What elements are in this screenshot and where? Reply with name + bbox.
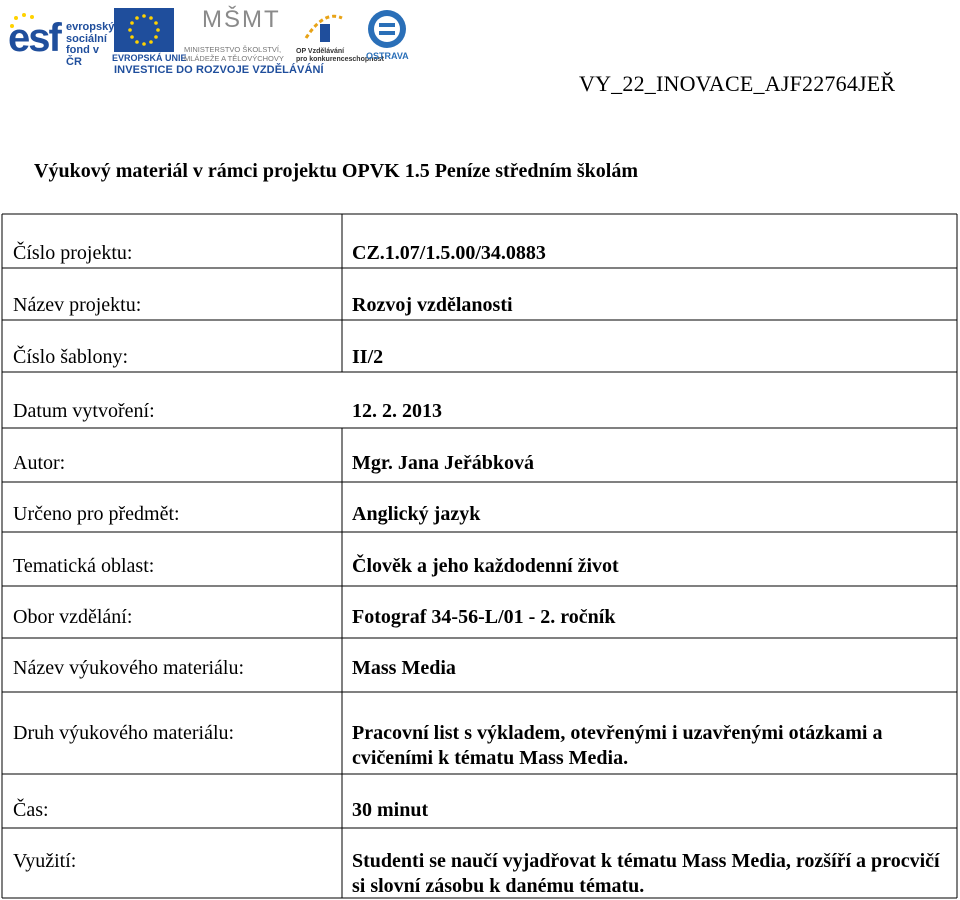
label-subject: Určeno pro předmět:	[13, 503, 180, 525]
value-date-created: 12. 2. 2013	[352, 400, 442, 422]
label-author: Autor:	[13, 452, 66, 474]
value-subject: Anglický jazyk	[352, 503, 481, 525]
value-field-of-study: Fotograf 34-56-L/01 - 2. ročník	[352, 606, 616, 628]
label-date-created: Datum vytvoření:	[13, 400, 155, 422]
value-project-name: Rozvoj vzdělanosti	[352, 294, 513, 316]
document-code: VY_22_INOVACE_AJF22764JEŘ	[579, 71, 896, 96]
label-time: Čas:	[13, 799, 49, 821]
value-template-number: II/2	[352, 346, 384, 368]
page-title: Výukový materiál v rámci projektu OPVK 1.5 Peníze středním školám	[34, 160, 639, 182]
esf-line2: sociální	[66, 32, 107, 45]
msmt-line2: MLÁDEŽE A TĚLOVÝCHOVY	[184, 53, 284, 63]
value-material-type: Pracovní list s výkladem, otevřenými i uzavřenými otázkami a cvičeními k tématu Mass Media.	[352, 722, 883, 769]
label-template-number: Číslo šablony:	[13, 346, 129, 368]
msmt-letters: MŠMT	[202, 6, 281, 33]
value-material-name: Mass Media	[352, 657, 456, 679]
value-time: 30 minut	[352, 799, 429, 821]
op-line2: pro konkurenceschopnost	[296, 56, 384, 64]
msmt-line1: MINISTERSTVO ŠKOLSTVÍ,	[184, 45, 282, 54]
esf-line1: evropský	[66, 21, 115, 33]
value-usage: Studenti se naučí vyjadřovat k tématu Mass Media, rozšíří a procvičí si slovní zásobu k danému tématu.	[352, 850, 940, 897]
esf-big-text: esf	[8, 16, 60, 60]
esf-line3: fond v ČR	[66, 44, 99, 68]
label-material-type: Druh výukového materiálu:	[13, 722, 235, 744]
value-thematic-area: Člověk a jeho každodenní život	[352, 555, 619, 577]
label-project-number: Číslo projektu:	[13, 242, 133, 264]
invest-tagline: INVESTICE DO ROZVOJE VZDĚLÁVÁNÍ	[114, 64, 324, 76]
label-material-name: Název výukového materiálu:	[13, 657, 245, 679]
label-thematic-area: Tematická oblast:	[13, 555, 155, 577]
eu-label: EVROPSKÁ UNIE	[112, 53, 187, 63]
ostrava-label: OSTRAVA	[366, 51, 409, 61]
label-usage: Využití:	[13, 850, 77, 872]
value-author: Mgr. Jana Jeřábková	[352, 452, 535, 474]
op-line1: OP Vzdělávání	[296, 48, 345, 55]
label-project-name: Název projektu:	[13, 294, 142, 316]
value-project-number: CZ.1.07/1.5.00/34.0883	[352, 242, 546, 264]
label-field-of-study: Obor vzdělání:	[13, 606, 133, 628]
